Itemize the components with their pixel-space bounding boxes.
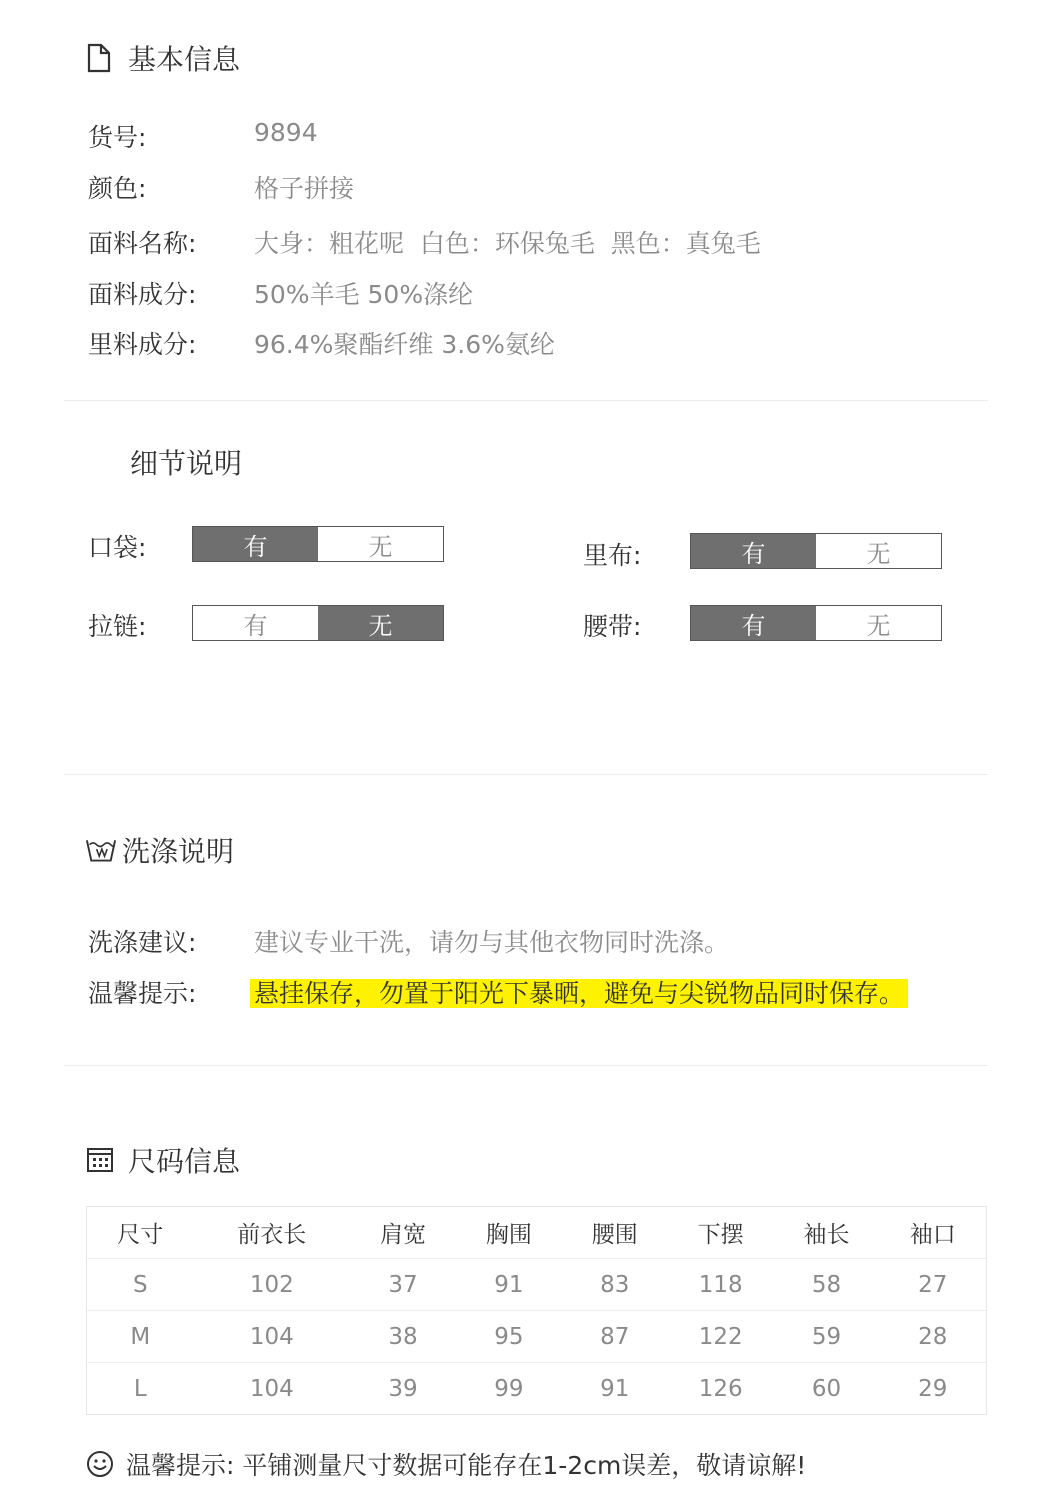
footer-note xyxy=(86,1446,806,1482)
cell: 91 xyxy=(456,1259,562,1311)
care-tip-wrapper xyxy=(250,974,908,1010)
item-no-label: 货号: xyxy=(88,123,147,152)
cell: 58 xyxy=(774,1259,880,1311)
fabric-name-label: 面料名称: xyxy=(88,229,197,258)
cell: 27 xyxy=(879,1259,986,1311)
basic-info-title: 基本信息 xyxy=(128,43,241,76)
col-header: 前衣长 xyxy=(237,1222,307,1248)
col-header: 肩宽 xyxy=(380,1222,427,1248)
document-icon xyxy=(86,43,116,73)
pocket-toggle[interactable] xyxy=(192,526,444,562)
table-row xyxy=(87,1259,987,1311)
basic-info-heading xyxy=(86,38,240,78)
color-value: 格子拼接 xyxy=(254,174,355,203)
col-header: 尺寸 xyxy=(117,1222,164,1248)
cell: 104 xyxy=(193,1363,350,1415)
pocket-label: 口袋: xyxy=(88,533,147,562)
belt-label: 腰带: xyxy=(583,612,642,641)
care-tip-highlight: 悬挂保存，勿置于阳光下暴晒，避免与尖锐物品同时保存。 xyxy=(250,979,908,1008)
cell: 104 xyxy=(193,1311,350,1363)
zipper-label: 拉链: xyxy=(88,612,147,641)
table-row xyxy=(87,1311,987,1363)
size-title: 尺码信息 xyxy=(128,1145,241,1178)
care-tip-label: 温馨提示: xyxy=(88,979,197,1008)
cell: 95 xyxy=(456,1311,562,1363)
cell: 102 xyxy=(193,1259,350,1311)
belt-toggle[interactable] xyxy=(690,605,942,641)
cell: 126 xyxy=(668,1363,774,1415)
details-title: 细节说明 xyxy=(130,447,243,480)
cell: M xyxy=(87,1311,194,1363)
divider xyxy=(64,1065,988,1066)
zipper-toggle[interactable] xyxy=(192,605,444,641)
cell: 118 xyxy=(668,1259,774,1311)
cell: 59 xyxy=(774,1311,880,1363)
col-header: 袖口 xyxy=(909,1222,956,1248)
washing-heading xyxy=(86,830,234,870)
cell: 91 xyxy=(562,1363,668,1415)
cell: 60 xyxy=(774,1363,880,1415)
cell: 29 xyxy=(879,1363,986,1415)
lining-composition-label: 里料成分: xyxy=(88,330,197,359)
wash-advice-value: 建议专业干洗，请勿与其他衣物同时洗涤。 xyxy=(254,928,730,957)
lining-no-option[interactable]: 无 xyxy=(816,534,941,568)
cell: 122 xyxy=(668,1311,774,1363)
lining-composition-value: 96.4%聚酯纤维 3.6%氨纶 xyxy=(254,330,555,359)
lining-yes-option[interactable]: 有 xyxy=(691,534,816,568)
fabric-composition-label: 面料成分: xyxy=(88,280,197,309)
belt-yes-option[interactable]: 有 xyxy=(691,606,816,640)
zipper-yes-option[interactable]: 有 xyxy=(193,606,318,640)
col-header: 袖长 xyxy=(803,1222,850,1248)
cell: 39 xyxy=(350,1363,456,1415)
washing-title: 洗涤说明 xyxy=(122,835,235,868)
size-heading xyxy=(86,1140,240,1180)
divider xyxy=(64,774,988,775)
calendar-grid-icon xyxy=(86,1145,116,1175)
wash-basin-icon xyxy=(86,835,116,865)
color-label: 颜色: xyxy=(88,174,147,203)
cell: 38 xyxy=(350,1311,456,1363)
table-row xyxy=(87,1363,987,1415)
cell: L xyxy=(87,1363,194,1415)
cell: S xyxy=(87,1259,194,1311)
fabric-composition-value: 50%羊毛 50%涤纶 xyxy=(254,280,474,309)
cell: 28 xyxy=(879,1311,986,1363)
zipper-no-option[interactable]: 无 xyxy=(318,606,443,640)
lining-label: 里布: xyxy=(583,541,642,570)
cell: 83 xyxy=(562,1259,668,1311)
size-table xyxy=(86,1206,987,1415)
pocket-no-option[interactable]: 无 xyxy=(318,527,443,561)
smiley-icon xyxy=(86,1450,114,1478)
item-no-value: 9894 xyxy=(254,118,318,147)
pocket-yes-option[interactable]: 有 xyxy=(193,527,318,561)
cell: 87 xyxy=(562,1311,668,1363)
lining-toggle[interactable] xyxy=(690,533,942,569)
details-heading xyxy=(130,442,242,482)
wash-advice-label: 洗涤建议: xyxy=(88,928,197,957)
cell: 99 xyxy=(456,1363,562,1415)
belt-no-option[interactable]: 无 xyxy=(816,606,941,640)
size-table-header xyxy=(87,1207,987,1259)
footer-note-text: 温馨提示: 平铺测量尺寸数据可能存在1-2cm误差，敬请谅解! xyxy=(126,1451,807,1480)
col-header: 腰围 xyxy=(591,1222,638,1248)
fabric-name-value: 大身：粗花呢 白色：环保兔毛 黑色：真兔毛 xyxy=(254,229,761,258)
cell: 37 xyxy=(350,1259,456,1311)
divider xyxy=(64,400,988,401)
col-header: 胸围 xyxy=(485,1222,532,1248)
col-header: 下摆 xyxy=(697,1222,744,1248)
